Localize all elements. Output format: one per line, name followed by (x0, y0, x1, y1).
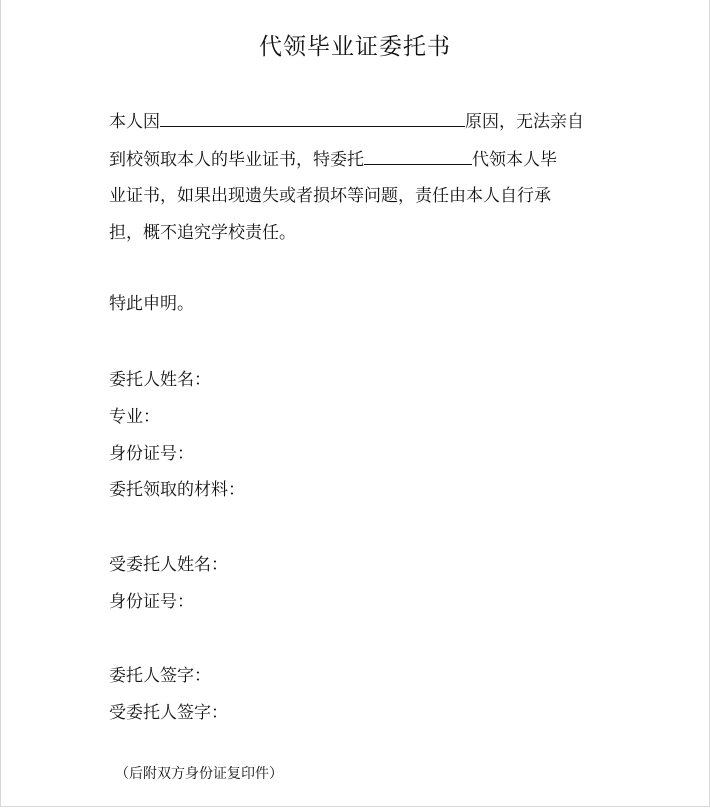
agent-name-label: 受委托人姓名： (109, 555, 228, 575)
body-line-2-suffix: 代领本人毕 (472, 150, 557, 170)
body-line-2-prefix: 到校领取本人的毕业证书，特委托 (109, 150, 364, 170)
principal-materials-label: 委托领取的材料： (109, 480, 245, 500)
body-line-1-prefix: 本人因 (109, 112, 160, 132)
body-line-3: 业证书，如果出现遗失或者损坏等问题，责任由本人自行承 (109, 186, 551, 206)
statement-text: 特此申明。 (109, 294, 194, 314)
body-line-1-suffix: 原因，无法亲自 (465, 112, 584, 132)
body-line-2 (109, 146, 557, 172)
principal-id-label: 身份证号： (109, 444, 194, 464)
principal-major-label: 专业： (109, 407, 160, 427)
body-line-1 (109, 108, 584, 134)
reason-blank[interactable] (160, 108, 465, 127)
footnote: （后附双方身份证复印件） (115, 766, 283, 782)
principal-signature-label: 委托人签字： (109, 666, 211, 686)
agent-signature-label: 受委托人签字： (109, 703, 228, 723)
principal-name-label: 委托人姓名： (109, 370, 211, 390)
agent-id-label: 身份证号： (109, 592, 194, 612)
agent-name-blank[interactable] (364, 146, 472, 165)
document-title: 代领毕业证委托书 (259, 34, 451, 60)
body-line-4: 担，概不追究学校责任。 (109, 223, 296, 243)
